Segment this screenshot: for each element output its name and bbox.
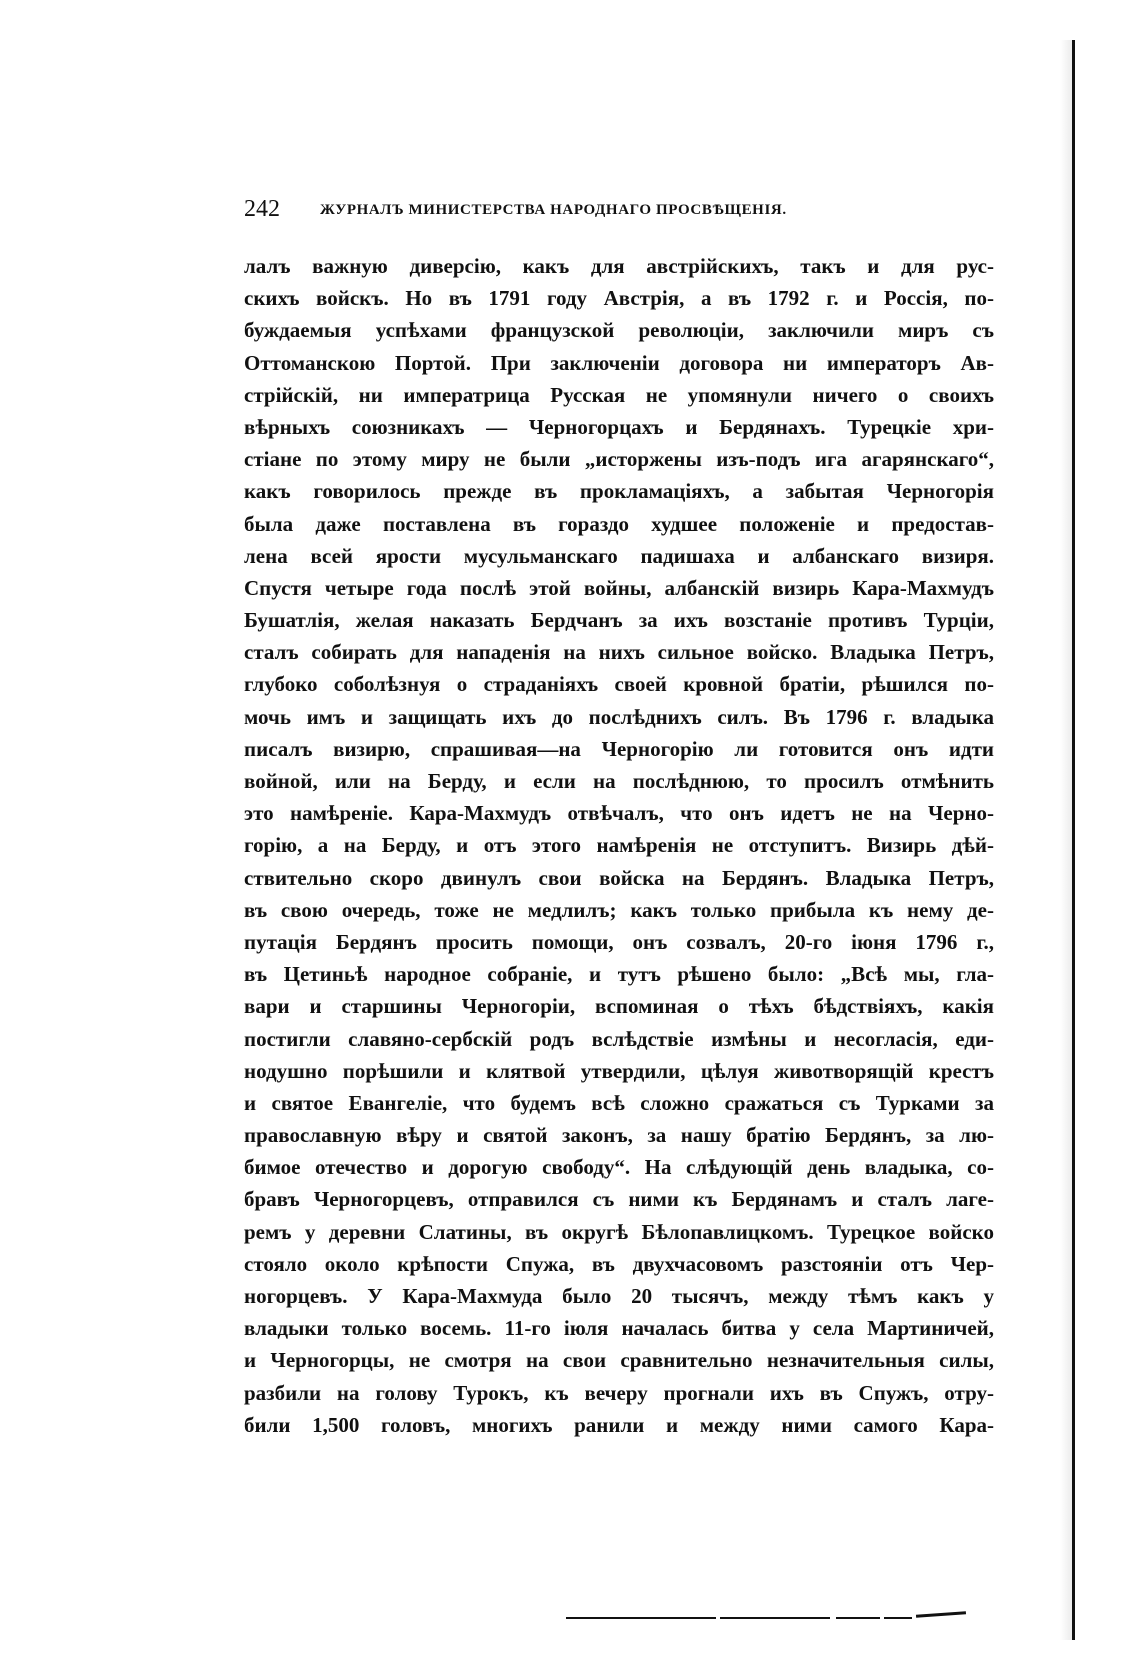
text-line: въ Цетиньѣ народное собраніе, и тутъ рѣшено было: „Всѣ мы, гла- bbox=[244, 962, 994, 987]
text-line: Бушатлія, желая наказать Бердчанъ за ихъ возстаніе противъ Турціи, bbox=[244, 608, 994, 633]
text-line: войной, или на Берду, и если на послѣднюю, то просилъ отмѣнить bbox=[244, 769, 994, 793]
text-line: горію, а на Берду, и отъ этого намѣренія не отступитъ. Визирь дѣй- bbox=[244, 833, 994, 858]
text-line: стояло около крѣпости Спужа, въ двухчасовомъ разстояніи отъ Чер- bbox=[244, 1251, 994, 1276]
page-spine-edge bbox=[1072, 40, 1075, 1640]
text-line: была даже поставлена въ гораздо худшее положеніе и предостав- bbox=[244, 511, 994, 536]
footer-rule-segment bbox=[720, 1617, 830, 1619]
text-line: и святое Евангеліе, что будемъ всѣ сложно сражаться съ Турками за bbox=[244, 1090, 994, 1115]
text-line: вари и старшины Черногоріи, вспоминая о тѣхъ бѣдствіяхъ, какія bbox=[244, 994, 994, 1019]
text-line: Оттоманскою Портой. При заключеніи договора ни императоръ Ав- bbox=[244, 350, 994, 375]
footer-rule-segment bbox=[884, 1617, 912, 1619]
scan-margin bbox=[0, 0, 1140, 40]
spine-shadow bbox=[1060, 40, 1072, 1640]
text-line: Спустя четыре года послѣ этой войны, албанскій визирь Кара-Махмудъ bbox=[244, 575, 994, 600]
text-line: скихъ войскъ. Но въ 1791 году Австрія, а въ 1792 г. и Россія, по- bbox=[244, 286, 994, 311]
text-line: и Черногорцы, не смотря на свои сравнительно незначительныя силы, bbox=[244, 1348, 994, 1373]
text-line: путація Бердянъ просить помощи, онъ созвалъ, 20-го іюня 1796 г., bbox=[244, 929, 994, 954]
text-line: стіане по этому миру не были „исторжены изъ-подъ ига агарянскаго“, bbox=[244, 447, 994, 472]
text-line: буждаемыя успѣхами французской революціи, заключили миръ съ bbox=[244, 318, 994, 343]
text-line: ремъ у деревни Слатины, въ округѣ Бѣлопавлицкомъ. Турецкое войско bbox=[244, 1219, 994, 1244]
text-line: мочь имъ и защищать ихъ до послѣднихъ силъ. Въ 1796 г. владыка bbox=[244, 704, 994, 729]
footer-rule-segment bbox=[916, 1611, 966, 1617]
text-line: лена всей ярости мусульманскаго падишаха и албанскаго визиря. bbox=[244, 543, 994, 568]
text-line: разбили на голову Турокъ, къ вечеру прогнали ихъ въ Спужъ, отру- bbox=[244, 1380, 994, 1405]
running-title: ЖУРНАЛЪ МИНИСТЕРСТВА НАРОДНАГО ПРОСВѢЩЕНІЯ. bbox=[320, 202, 787, 218]
text-line: вѣрныхъ союзникахъ — Черногорцахъ и Бердянахъ. Турецкіе хри- bbox=[244, 414, 994, 439]
text-line: сталъ собирать для нападенія на нихъ сильное войско. Владыка Петръ, bbox=[244, 640, 994, 665]
text-line: это намѣреніе. Кара-Махмудъ отвѣчалъ, что онъ идетъ не на Черно- bbox=[244, 801, 994, 826]
text-line: стрійскій, ни императрица Русская не упомянули ничего о своихъ bbox=[244, 382, 994, 407]
page-number: 242 bbox=[244, 196, 280, 222]
running-header bbox=[244, 196, 884, 228]
text-line: православную вѣру и святой законъ, за нашу братію Бердянъ, за лю- bbox=[244, 1123, 994, 1148]
text-line: писалъ визирю, спрашивая—на Черногорію ли готовится онъ идти bbox=[244, 736, 994, 761]
body-text bbox=[244, 250, 994, 1441]
footer-rule-segment bbox=[836, 1617, 880, 1619]
text-line: въ свою очередь, тоже не медлилъ; какъ только прибыла къ нему де- bbox=[244, 897, 994, 922]
text-line: били 1,500 головъ, многихъ ранили и между ними самого Кара- bbox=[244, 1412, 994, 1437]
text-line: лалъ важную диверсію, какъ для австрійскихъ, такъ и для рус- bbox=[244, 254, 994, 278]
text-line: какъ говорилось прежде въ прокламаціяхъ, а забытая Черногорія bbox=[244, 479, 994, 504]
text-line: бравъ Черногорцевъ, отправился съ ними къ Бердянамъ и сталъ лаге- bbox=[244, 1187, 994, 1212]
text-line: ногорцевъ. У Кара-Махмуда было 20 тысячъ, между тѣмъ какъ у bbox=[244, 1284, 994, 1308]
footer-rule-segment bbox=[566, 1617, 716, 1619]
text-line: владыки только восемь. 11-го іюля началась битва у села Мартиничей, bbox=[244, 1316, 994, 1341]
text-line: ствительно скоро двинулъ свои войска на Бердянъ. Владыка Петръ, bbox=[244, 865, 994, 890]
text-line: нодушно порѣшили и клятвой утвердили, цѣлуя животворящій крестъ bbox=[244, 1058, 994, 1083]
text-line: бимое отечество и дорогую свободу“. На слѣдующій день владыка, со- bbox=[244, 1155, 994, 1180]
text-line: глубоко соболѣзнуя о страданіяхъ своей кровной братіи, рѣшился по- bbox=[244, 672, 994, 697]
text-line: постигли славяно-сербскій родъ вслѣдствіе измѣны и несогласія, еди- bbox=[244, 1026, 994, 1051]
